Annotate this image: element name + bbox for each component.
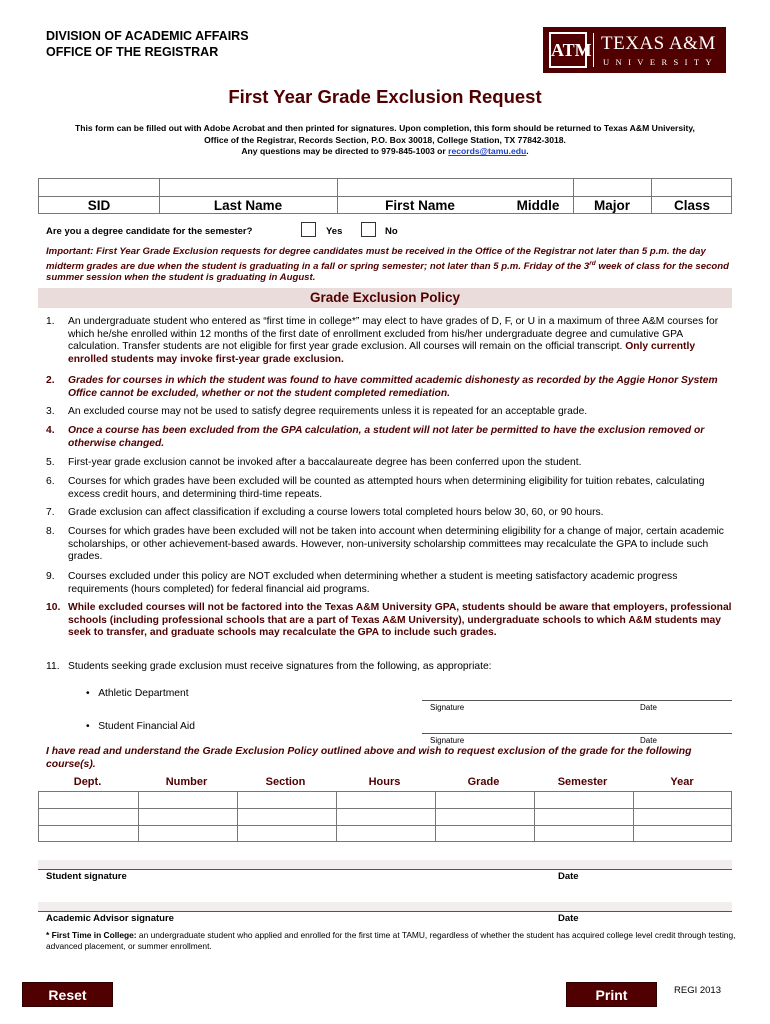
records-email-link[interactable]: records@tamu.edu (448, 146, 527, 156)
no-label: No (385, 226, 398, 237)
signoff-item: • Athletic Department (86, 688, 189, 699)
col-dept: Dept. (73, 776, 102, 788)
footnote-term: * First Time in College: (46, 930, 137, 940)
policy-number: 6. (46, 476, 55, 487)
date-caption: Date (640, 736, 657, 745)
advisor-signature-label: Academic Advisor signature (46, 913, 174, 924)
policy-text: Courses for which grades have been excluded will not be taken into account when determining eligibility for a change of major, certain academic scholarships, or other achievement-based awards. However, non-university scholarship committees may recalculate the GPA to include such grades. (68, 526, 724, 563)
class-label: Class (673, 198, 711, 213)
signature-line[interactable] (422, 700, 732, 701)
degree-candidate-question: Are you a degree candidate for the semester? (46, 226, 253, 237)
policy-heading: Grade Exclusion Policy (38, 288, 732, 308)
first-name-input[interactable] (339, 180, 507, 196)
important-sup: rd (589, 259, 596, 267)
middle-label: Middle (516, 198, 560, 213)
policy-item (46, 661, 736, 674)
signoff-item: • Student Financial Aid (86, 721, 195, 732)
policy-number: 1. (46, 316, 55, 327)
date-caption: Date (640, 703, 657, 712)
no-checkbox[interactable] (361, 222, 376, 237)
logo-name: TEXAS A&M (601, 33, 716, 54)
logo-university: UNIVERSITY (603, 57, 718, 67)
col-grade: Grade (467, 776, 500, 788)
col-semester: Semester (557, 776, 608, 788)
student-signature-label: Student signature (46, 871, 127, 882)
division-label: DIVISION OF ACADEMIC AFFAIRS (46, 29, 249, 43)
policy-text: While excluded courses will not be factored into the Texas A&M University GPA, students should be aware that employers, professional schools (including professional schools that are a part of Texas A&M University), undergraduate schools to which A&M students may seek to transfer, and graduate schools may recalculate the GPA to include such grades. (68, 602, 732, 639)
policy-number: 2. (46, 375, 55, 386)
policy-number: 5. (46, 457, 55, 468)
page-title: First Year Grade Exclusion Request (228, 86, 542, 107)
footnote-text: an undergraduate student who applied and enrolled for the first time at TAMU, regardless of whether the student has acquired college level credit through testing, advanced placement, or summer enrollment. (46, 930, 736, 952)
first-name-label: First Name (385, 198, 455, 213)
yes-checkbox[interactable] (301, 222, 316, 237)
intro-line-1: This form can be filled out with Adobe Acrobat and then printed for signatures. Upon completion, this form should be returned to Texas A&M University, (75, 123, 695, 133)
intro-text (40, 123, 730, 158)
last-name-label: Last Name (213, 198, 283, 213)
policy-item (46, 425, 736, 451)
course-table-grid[interactable] (38, 791, 732, 842)
policy-text: Students seeking grade exclusion must receive signatures from the following, as appropriate: (68, 661, 492, 672)
col-hours: Hours (368, 776, 401, 788)
atm-logo-mark: ATM (549, 32, 587, 68)
policy-bold-note: Only currently enrolled students may invoke first-year grade exclusion. (68, 341, 696, 366)
policy-text: Once a course has been excluded from the GPA calculation, a student will not later be permitted to have the exclusion removed or otherwise changed. (68, 425, 705, 449)
course-table (38, 774, 732, 842)
major-input[interactable] (575, 180, 653, 196)
intro-line-3 (40, 146, 730, 158)
policy-number: 3. (46, 406, 55, 417)
policy-item (46, 375, 736, 401)
policy-item (46, 507, 736, 520)
col-year: Year (670, 776, 694, 788)
intro-line-2: Office of the Registrar, Records Section, P.O. Box 30018, College Station, TX 77842-3018. (204, 134, 566, 145)
col-number: Number (165, 776, 208, 788)
department-heading (46, 28, 249, 60)
student-id-table (38, 178, 732, 214)
form-code: REGI 2013 (674, 985, 721, 996)
policy-text: An excluded course may not be used to satisfy degree requirements unless it is repeated for an acceptable grade. (68, 406, 588, 417)
policy-item (46, 316, 736, 368)
important-text-end: week of class for the second summer session when the student is graduating in August. (46, 260, 730, 284)
important-text: Important: First Year Grade Exclusion requests for degree candidates must be received in the Office of the Registrar not later than 5 p.m. the day midterm grades are due when the student is graduating in a fall or spring semester; not later than 5 p.m. Friday of the 3 (46, 246, 706, 272)
policy-number: 10. (46, 602, 61, 613)
signoff-label: Student Financial Aid (98, 721, 195, 732)
policy-item (46, 457, 736, 470)
signature-caption: Signature (430, 736, 465, 745)
policy-text: An undergraduate student who entered as “first time in college*” may elect to have grades of D, F, or U in a maximum of three A&M courses for which he/she enrolled within 12 months of the first date of enrollment excluded from his/her undergraduate degree and cumulative GPA calculation. Transfer students are not eligible for first year grade exclusion. All courses will remain on the official transcript. Only currently enrolled students may invoke first-year grade exclusion. (68, 316, 719, 366)
policy-number: 8. (46, 526, 55, 537)
acknowledgement-statement: I have read and understand the Grade Exclusion Policy outlined above and wish to request exclusion of the grade for the following course(s). (46, 746, 692, 770)
footnote (46, 930, 736, 953)
policy-item (46, 602, 736, 654)
student-date-label: Date (558, 871, 579, 882)
print-button[interactable]: Print (566, 982, 657, 1007)
policy-item (46, 526, 736, 565)
policy-number: 9. (46, 571, 55, 582)
intro-period: . (526, 146, 529, 156)
texas-am-logo (543, 27, 726, 73)
signature-caption: Signature (430, 703, 465, 712)
policy-item (46, 571, 736, 597)
policy-text: First-year grade exclusion cannot be invoked after a baccalaureate degree has been conferred upon the student. (68, 457, 582, 468)
intro-contact: Any questions may be directed to 979-845-1003 or (241, 146, 449, 156)
office-label: OFFICE OF THE REGISTRAR (46, 45, 219, 59)
policy-text: Courses excluded under this policy are NOT excluded when determining whether a student is meeting satisfactory academic progress requirements (hours completed) for federal financial aid programs. (68, 571, 678, 595)
middle-input[interactable] (505, 180, 575, 196)
last-name-input[interactable] (161, 180, 339, 196)
yes-label: Yes (326, 226, 343, 237)
policy-text: Grades for courses in which the student was found to have committed academic dishonesty as recorded by the Aggie Honor System Office cannot be excluded, whether or not the student completed remediation. (68, 375, 718, 399)
policy-item (46, 476, 736, 502)
signature-line[interactable] (422, 733, 732, 734)
signoff-label: Athletic Department (98, 688, 189, 699)
important-notice (46, 246, 736, 284)
logo-divider (593, 33, 594, 67)
policy-number: 4. (46, 425, 55, 436)
policy-text: Courses for which grades have been excluded will be counted as attempted hours when determining eligibility for tuition rebates, calculating excess credit hours, and determining third-time repeats. (68, 476, 705, 500)
sid-input[interactable] (41, 180, 161, 196)
course-table-header (38, 774, 732, 791)
major-label: Major (593, 198, 630, 213)
policy-item (46, 406, 736, 419)
class-input[interactable] (653, 180, 733, 196)
sid-label: SID (87, 198, 111, 213)
advisor-date-label: Date (558, 913, 579, 924)
policy-number: 7. (46, 507, 55, 518)
reset-button[interactable]: Reset (22, 982, 113, 1007)
policy-text: Grade exclusion can affect classification if excluding a course lowers total completed hours below 30, 60, or 90 hours. (68, 507, 604, 518)
policy-number: 11. (46, 661, 60, 672)
col-section: Section (265, 776, 306, 788)
